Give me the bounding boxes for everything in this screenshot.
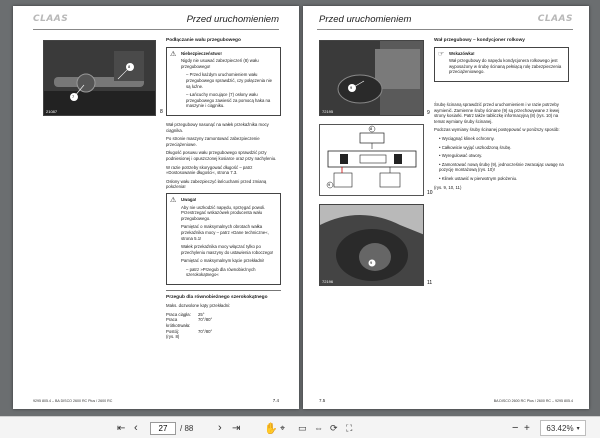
page-number-input[interactable] xyxy=(150,422,176,435)
bullet-item: • Całkowicie wyjąć uszkodzoną śrubę. xyxy=(439,144,512,150)
rotate-icon[interactable]: ⟳ xyxy=(330,422,338,433)
photo-id: 21087 xyxy=(46,109,58,114)
header-rule xyxy=(317,29,573,30)
caution-text: Wałek przekaźnika mocy włączać tylko po przechyleniu maszyny do ustawienia roboczego! xyxy=(181,244,274,255)
heading: Wał przegubowy – kondycjoner rolkowy xyxy=(434,38,525,43)
viewer-toolbar xyxy=(0,416,600,438)
figure-number: 10 xyxy=(427,190,433,196)
heading: Podłączanie wału przegubowego xyxy=(166,38,241,43)
caution-text: Pamiętać o maksymalnych obrotach wałka przekaźnika mocy – patrz »Dane techniczne«, strona 5.1! xyxy=(181,224,269,241)
paragraph: Długość posuwu wału przegubowego sprawdzić przy podniesionej i opuszczonej kosiarce oraz przy nachyleniu. xyxy=(166,150,277,161)
previous-page-icon[interactable]: ‹ xyxy=(134,422,138,434)
paragraph: Podczas wymiany śruby ścinanej postępować w poniższy sposób: xyxy=(434,127,560,133)
section-title: Przed uruchomieniem xyxy=(319,14,412,25)
warning-title: Niebezpieczeństwo! xyxy=(181,50,222,56)
callout-8: 8 xyxy=(128,64,131,69)
text-column-top xyxy=(166,38,281,121)
hand-tool-icon[interactable]: ✋ xyxy=(264,422,278,435)
warning-box xyxy=(166,47,281,116)
bullet-item: • Wyciągnąć klinek ochronny. xyxy=(439,135,495,141)
footer-doc-id: BA DISCO 2600 RC Plus / 2600 RC – 9295 805.4 xyxy=(493,399,573,403)
zoom-in-icon[interactable]: + xyxy=(524,422,530,434)
bullet-item: • Zamontować nową śrubę (9), jednocześnie zwracając uwagę na pozycję montażową (rys. 10)! xyxy=(439,161,564,173)
text-column-main xyxy=(166,122,281,343)
figure-reference: (rys. 9, 10, 11) xyxy=(434,184,462,190)
fit-width-icon[interactable]: ⇔ xyxy=(314,423,323,433)
caution-text: – patrz »Przegub dla równobieżnych szerokokątnego« xyxy=(186,266,256,278)
last-page-icon[interactable]: ⇥ xyxy=(232,422,241,434)
text-column xyxy=(434,38,569,193)
figure-photo-pto-shaft xyxy=(43,40,156,116)
photo-id: 72195 xyxy=(322,109,334,114)
figure-number: 8 xyxy=(160,109,163,115)
angle-value: 70°/80° xyxy=(198,317,213,323)
angle-value: 70°/80° xyxy=(198,328,213,334)
brand-logo: CLAAS xyxy=(33,14,69,24)
callout-9: 9 xyxy=(350,85,353,90)
page-number: 7.4 xyxy=(272,398,279,403)
note-title: Wskazówka! xyxy=(449,50,475,56)
zoom-level-value: 63.42% xyxy=(546,423,574,433)
callout-7: 7 xyxy=(72,94,75,99)
zoom-out-icon[interactable]: − xyxy=(512,422,519,434)
caution-title: Uwaga! xyxy=(181,196,197,202)
zoom-level-select[interactable] xyxy=(540,420,586,436)
figure-number: 9 xyxy=(427,110,430,116)
section-title: Przed uruchomieniem xyxy=(186,14,279,25)
header-rule xyxy=(33,29,279,30)
pdf-page-right xyxy=(303,6,589,409)
bullet-item: • Wyregulować otwory. xyxy=(439,153,483,159)
figure-reference: (rys. 8) xyxy=(166,334,180,340)
first-page-icon[interactable]: ⇤ xyxy=(117,422,126,434)
figure-photo-conditioner xyxy=(319,204,424,286)
angle-label: Praca krótkotrwała: xyxy=(166,317,191,328)
next-page-icon[interactable]: › xyxy=(218,422,222,434)
page-number: 7.5 xyxy=(319,398,326,403)
paragraph: Osłony wału zabezpieczyć łańcuchami przed zmianą położenia! xyxy=(166,178,267,190)
chevron-down-icon: ▾ xyxy=(576,425,580,432)
subheading: Przegub dla równobieżnego szerokokątnego xyxy=(166,294,268,300)
caution-text: Pamiętać o maksymalnym kącie przekładni! xyxy=(181,258,265,264)
footer-doc-id: 9295 805.4 – BA DISCO 2600 RC Plus / 2600 RC xyxy=(33,399,113,403)
paragraph: Maks. dozwolone kąty przekładni: xyxy=(166,303,231,309)
callout-9: 9 xyxy=(370,260,373,265)
warning-icon: ⚠ xyxy=(170,50,177,58)
bullet-item: • Klinek ustawić w pierwotnym położeniu. xyxy=(439,175,518,181)
photo-id: 72196 xyxy=(322,279,334,284)
warning-text: Nigdy nie usuwać zabezpieczeń (8) wału przegubowego! xyxy=(181,58,259,69)
figure-diagram-shear-bolt xyxy=(319,124,424,196)
paragraph: W razie potrzeby skorygować długość – patrz »Dostosowanie długości«, strona 7.3. xyxy=(166,164,253,176)
note-box xyxy=(434,47,569,82)
angle-value: 25° xyxy=(198,311,205,317)
paragraph: Śrubę ścinaną sprawdzić przed uruchomieniem i w razie potrzeby wymienić. Zamienne śruby ścinane (9) są przechowywane z lewej strony kosiarki. Patrz także tabliczkę informacyjną (8) (rys. 10) na temat wymiany śruby ścinanej. xyxy=(434,101,560,124)
divider xyxy=(166,290,281,291)
pdf-page-left xyxy=(13,6,299,409)
caution-text: Aby nie uszkodzić napędu, sprzęgać powoli. Przestrzegać wskazówek producenta wału przegubowego. xyxy=(181,204,266,221)
caution-box xyxy=(166,193,281,285)
paragraph: Wał przegubowy nasunąć na wałek przekaźnika mocy ciągnika. xyxy=(166,122,269,133)
angle-row xyxy=(166,317,281,328)
warning-text: – Przed każdym uruchomieniem wału przegubowego sprawdzić, czy połączenia nie są luźne. xyxy=(186,72,272,89)
page-nav xyxy=(150,420,193,436)
note-text: Wał przegubowy do napędu kondycjonera rolkowego jest wyposażony w śrubę ścinaną pełniącą rolę zabezpieczenia przeciążeniowego. xyxy=(449,58,562,75)
warning-text: – Łańcuchy mocujące (7) osłony wału przegubowego zawiesić za pomocą haka na maszynie i ciągniku. xyxy=(186,92,271,109)
figure-photo-shear-bolt xyxy=(319,40,424,116)
angle-label: Postój: xyxy=(166,328,180,334)
callout-9: 9 xyxy=(328,182,331,187)
callout-8: 8 xyxy=(370,126,373,131)
fit-page-icon[interactable]: ▭ xyxy=(298,422,307,433)
brand-logo: CLAAS xyxy=(537,14,573,24)
fullscreen-icon[interactable]: ⛶ xyxy=(346,422,353,433)
figure-number: 11 xyxy=(427,280,433,286)
total-pages: / 88 xyxy=(180,423,194,433)
note-icon: ☞ xyxy=(438,50,445,58)
paragraph: Po stronie maszyny zamontować zabezpieczenie przeciążeniowe. xyxy=(166,136,260,147)
select-tool-icon[interactable]: ⌖ xyxy=(280,422,286,433)
angle-label: Praca ciągła: xyxy=(166,311,191,317)
warning-icon: ⚠ xyxy=(170,196,177,204)
